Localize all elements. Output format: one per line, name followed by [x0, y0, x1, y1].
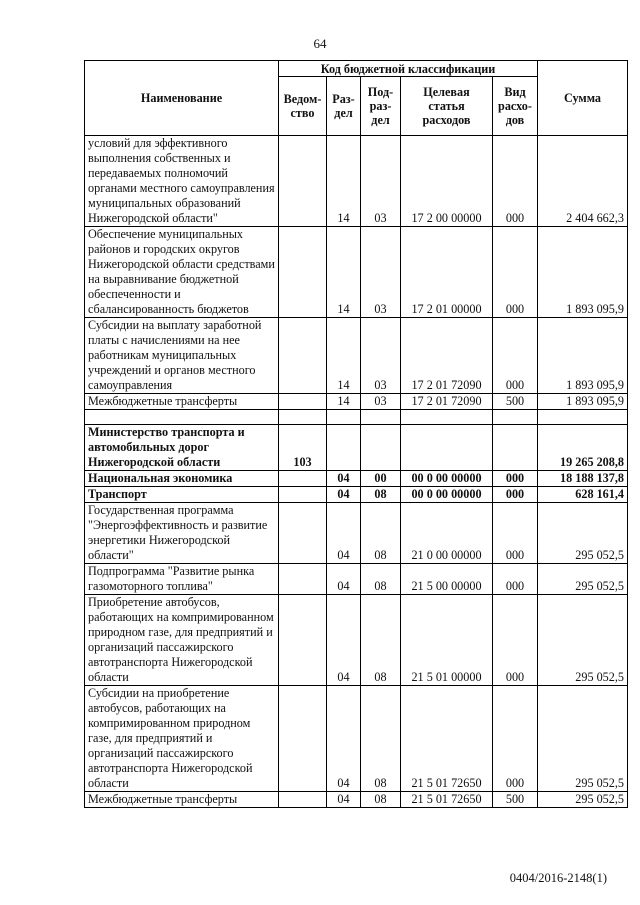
cell-podrazdel: 08 [361, 564, 401, 595]
cell-vid-raskhodov: 500 [493, 792, 538, 808]
cell-summa: 1 893 095,9 [538, 318, 628, 394]
page-number: 64 [313, 36, 327, 51]
cell-vid-raskhodov: 000 [493, 487, 538, 503]
table-row [85, 686, 628, 792]
table-row [85, 227, 628, 318]
cell-vid-raskhodov: 000 [493, 564, 538, 595]
cell-summa: 2 404 662,3 [538, 136, 628, 227]
cell-tselevaya-statya: 21 0 00 00000 [401, 503, 493, 564]
cell-vedomstvo [279, 318, 327, 394]
cell-razdel: 04 [327, 471, 361, 487]
cell-name: Подпрограмма "Развитие рынка газомоторного топлива" [85, 564, 279, 595]
table-row [85, 410, 628, 425]
cell-razdel: 04 [327, 792, 361, 808]
cell-vid-raskhodov: 000 [493, 318, 538, 394]
table-row [85, 487, 628, 503]
cell-tselevaya-statya [401, 425, 493, 471]
cell-name: условий для эффективного выполнения собственных и передаваемых полномочий органами местного самоуправления муниципальных образований Нижегородской области" [85, 136, 279, 227]
cell-name: Национальная экономика [85, 471, 279, 487]
cell-vid-raskhodov [493, 425, 538, 471]
cell-razdel: 04 [327, 595, 361, 686]
cell-vid-raskhodov: 500 [493, 394, 538, 410]
header-name: Наименование [85, 61, 279, 136]
cell-vid-raskhodov: 000 [493, 227, 538, 318]
cell-razdel: 04 [327, 564, 361, 595]
cell-summa: 628 161,4 [538, 487, 628, 503]
document-code: 0404/2016-2148(1) [509, 871, 607, 885]
cell-podrazdel: 08 [361, 503, 401, 564]
cell-vedomstvo [279, 595, 327, 686]
table-row [85, 318, 628, 394]
cell-vedomstvo [279, 564, 327, 595]
table-row [85, 394, 628, 410]
cell-name: Межбюджетные трансферты [85, 394, 279, 410]
cell-tselevaya-statya: 00 0 00 00000 [401, 487, 493, 503]
cell-tselevaya-statya [401, 410, 493, 425]
cell-podrazdel: 03 [361, 318, 401, 394]
cell-razdel: 14 [327, 136, 361, 227]
table-body [85, 136, 628, 808]
cell-razdel: 04 [327, 686, 361, 792]
cell-vedomstvo: 103 [279, 425, 327, 471]
cell-tselevaya-statya: 00 0 00 00000 [401, 471, 493, 487]
cell-vedomstvo [279, 503, 327, 564]
cell-summa: 1 893 095,9 [538, 394, 628, 410]
cell-vedomstvo [279, 227, 327, 318]
cell-vedomstvo [279, 410, 327, 425]
cell-vid-raskhodov: 000 [493, 471, 538, 487]
cell-podrazdel: 00 [361, 471, 401, 487]
cell-podrazdel: 08 [361, 686, 401, 792]
header-razdel: Раз- дел [327, 77, 361, 136]
cell-name: Межбюджетные трансферты [85, 792, 279, 808]
cell-razdel: 14 [327, 394, 361, 410]
table-row [85, 471, 628, 487]
cell-razdel: 14 [327, 227, 361, 318]
cell-vedomstvo [279, 792, 327, 808]
cell-name: Министерство транспорта и автомобильных дорог Нижегородской области [85, 425, 279, 471]
cell-summa: 295 052,5 [538, 686, 628, 792]
table-row [85, 136, 628, 227]
cell-summa: 19 265 208,8 [538, 425, 628, 471]
cell-vedomstvo [279, 686, 327, 792]
cell-summa: 18 188 137,8 [538, 471, 628, 487]
table-row [85, 595, 628, 686]
cell-vedomstvo [279, 394, 327, 410]
cell-podrazdel: 08 [361, 792, 401, 808]
cell-tselevaya-statya: 17 2 01 00000 [401, 227, 493, 318]
header-tselevaya-statya: Целевая статья расходов [401, 77, 493, 136]
cell-podrazdel: 08 [361, 487, 401, 503]
cell-tselevaya-statya: 17 2 01 72090 [401, 394, 493, 410]
cell-summa: 1 893 095,9 [538, 227, 628, 318]
cell-podrazdel [361, 425, 401, 471]
budget-table [84, 60, 628, 808]
cell-name: Государственная программа "Энергоэффективность и развитие энергетики Нижегородской области" [85, 503, 279, 564]
cell-razdel [327, 410, 361, 425]
header-vedomstvo: Ведом- ство [279, 77, 327, 136]
cell-vedomstvo [279, 136, 327, 227]
cell-vid-raskhodov: 000 [493, 595, 538, 686]
cell-podrazdel [361, 410, 401, 425]
cell-name: Субсидии на выплату заработной платы с начислениями на нее работникам муниципальных учреждений и органов местного самоуправления [85, 318, 279, 394]
cell-summa: 295 052,5 [538, 792, 628, 808]
cell-podrazdel: 03 [361, 394, 401, 410]
header-podrazdel: Под- раз- дел [361, 77, 401, 136]
cell-tselevaya-statya: 17 2 00 00000 [401, 136, 493, 227]
cell-podrazdel: 08 [361, 595, 401, 686]
table-row [85, 792, 628, 808]
cell-vedomstvo [279, 487, 327, 503]
cell-vedomstvo [279, 471, 327, 487]
cell-tselevaya-statya: 21 5 01 72650 [401, 792, 493, 808]
cell-summa: 295 052,5 [538, 503, 628, 564]
header-summa: Сумма [538, 61, 628, 136]
cell-name [85, 410, 279, 425]
cell-vid-raskhodov: 000 [493, 686, 538, 792]
cell-podrazdel: 03 [361, 136, 401, 227]
cell-tselevaya-statya: 21 5 01 72650 [401, 686, 493, 792]
cell-razdel: 04 [327, 487, 361, 503]
cell-vid-raskhodov: 000 [493, 503, 538, 564]
cell-name: Обеспечение муниципальных районов и городских округов Нижегородской области средствами на выравнивание бюджетной обеспеченности и сбалансированность бюджетов [85, 227, 279, 318]
table-row [85, 425, 628, 471]
cell-summa: 295 052,5 [538, 564, 628, 595]
cell-razdel [327, 425, 361, 471]
cell-name: Субсидии на приобретение автобусов, работающих на компримированном природном газе, для предприятий и организаций пассажирского автотранспорта Нижегородской области [85, 686, 279, 792]
cell-name: Приобретение автобусов, работающих на компримированном природном газе, для предприятий и организаций пассажирского автотранспорта Нижегородской области [85, 595, 279, 686]
cell-name: Транспорт [85, 487, 279, 503]
cell-vid-raskhodov: 000 [493, 136, 538, 227]
header-vid-raskhodov: Вид расхо- дов [493, 77, 538, 136]
cell-summa [538, 410, 628, 425]
table-row [85, 564, 628, 595]
cell-summa: 295 052,5 [538, 595, 628, 686]
cell-vid-raskhodov [493, 410, 538, 425]
cell-tselevaya-statya: 21 5 00 00000 [401, 564, 493, 595]
cell-podrazdel: 03 [361, 227, 401, 318]
cell-tselevaya-statya: 17 2 01 72090 [401, 318, 493, 394]
table-row [85, 503, 628, 564]
cell-razdel: 14 [327, 318, 361, 394]
cell-razdel: 04 [327, 503, 361, 564]
cell-tselevaya-statya: 21 5 01 00000 [401, 595, 493, 686]
header-classification-group: Код бюджетной классификации [279, 61, 538, 77]
